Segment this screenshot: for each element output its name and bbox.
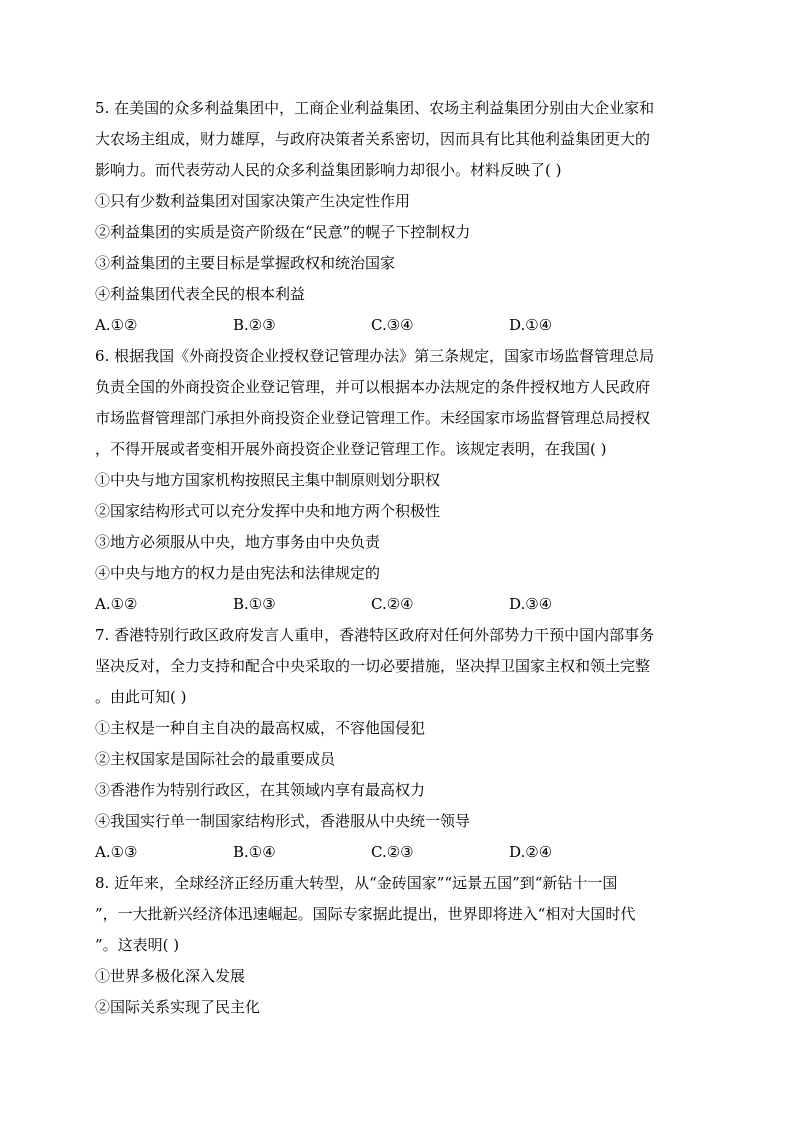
option-b: B.②③ [233,316,276,334]
statement-item: ③香港作为特别行政区，在其领域内享有最高权力 [95,781,426,799]
statement-item: ①只有少数利益集团对国家决策产生决定性作用 [95,192,411,210]
option-c: C.②④ [371,595,414,613]
answer-options [95,310,705,341]
question-5 [95,93,705,341]
statement-item: ①中央与地方国家机构按照民主集中制原则划分职权 [95,471,441,489]
answer-options [95,837,705,868]
question-stem-line: 。由此可知( ) [95,688,187,706]
question-stem-line: 7. 香港特别行政区政府发言人重申，香港特区政府对任何外部势力干预中国内部事务 [95,626,655,644]
question-stem-line: 6. 根据我国《外商投资企业授权登记管理办法》第三条规定，国家市场监督管理总局 [95,347,655,365]
question-stem-line: 影响力。而代表劳动人民的众多利益集团影响力却很小。材料反映了( ) [95,161,562,179]
document-page [95,93,705,1023]
question-stem-line: ”。这表明( ) [95,936,180,954]
statement-item: ①世界多极化深入发展 [95,967,246,985]
option-d: D.②④ [509,843,553,861]
statement-item: ②主权国家是国际社会的最重要成员 [95,750,336,768]
option-a: A.①③ [95,843,138,861]
option-d: D.③④ [509,595,553,613]
option-b: B.①④ [233,843,276,861]
option-a: A.①② [95,316,138,334]
option-b: B.①③ [233,595,276,613]
answer-options [95,589,705,620]
question-stem-line: 8. 近年来，全球经济正经历重大转型，从“金砖国家”“远景五国”到“新钻十一国 [95,874,618,892]
question-stem-line: 市场监督管理部门承担外商投资企业登记管理工作。未经国家市场监督管理总局授权 [95,409,651,427]
question-6 [95,341,705,620]
option-a: A.①② [95,595,138,613]
option-d: D.①④ [509,316,553,334]
statement-item: ④利益集团代表全民的根本利益 [95,285,306,303]
statement-item: ④中央与地方的权力是由宪法和法律规定的 [95,564,381,582]
statement-item: ③利益集团的主要目标是掌握政权和统治国家 [95,254,396,272]
question-8 [95,868,705,1023]
question-stem-line: 负责全国的外商投资企业登记管理，并可以根据本办法规定的条件授权地方人民政府 [95,378,651,396]
statement-item: ②国家结构形式可以充分发挥中央和地方两个积极性 [95,502,441,520]
question-stem-line: 5. 在美国的众多利益集团中，工商企业利益集团、农场主利益集团分别由大企业家和 [95,99,655,117]
statement-item: ①主权是一种自主自决的最高权威，不容他国侵犯 [95,719,426,737]
option-c: C.③④ [371,316,414,334]
statement-item: ④我国实行单一制国家结构形式，香港服从中央统一领导 [95,812,471,830]
option-c: C.②③ [371,843,414,861]
question-stem-line: ，不得开展或者变相开展外商投资企业登记管理工作。该规定表明，在我国( ) [95,440,607,458]
question-7 [95,620,705,868]
statement-item: ③地方必须服从中央，地方事务由中央负责 [95,533,381,551]
statement-item: ②利益集团的实质是资产阶级在“民意”的幌子下控制权力 [95,223,471,241]
question-stem-line: ”，一大批新兴经济体迅速崛起。国际专家据此提出，世界即将进入“相对大国时代 [95,905,636,923]
statement-item: ②国际关系实现了民主化 [95,998,261,1016]
question-stem-line: 大农场主组成，财力雄厚，与政府决策者关系密切，因而具有比其他利益集团更大的 [95,130,651,148]
question-stem-line: 坚决反对，全力支持和配合中央采取的一切必要措施，坚决捍卫国家主权和领土完整 [95,657,651,675]
